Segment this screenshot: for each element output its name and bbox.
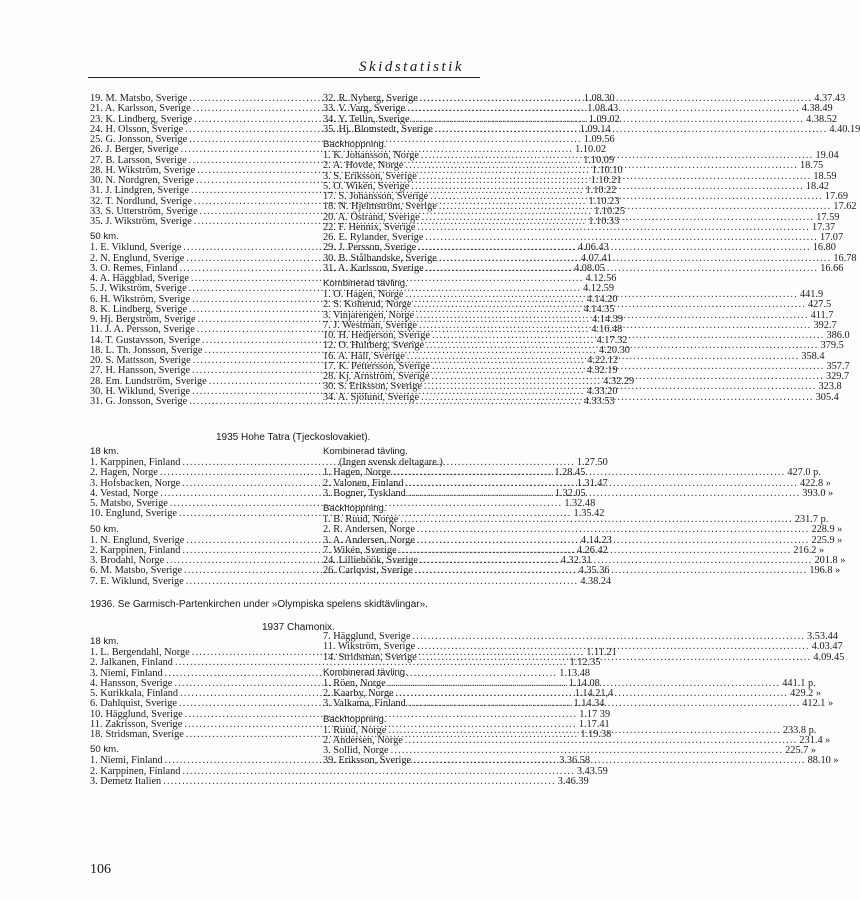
competitor-name: 3. Niemi, Finland [90,667,163,679]
result-value: 4.16.48 [591,324,623,336]
competitor-name: 1. K. Johansson, Norge [323,150,419,161]
result-value: 3.46.39 [557,775,589,787]
competitor-name: 29. J. Persson, Sverige [323,242,417,254]
leader-dots [424,264,819,274]
competitor-name: 17. S. Johansson, Sverige [323,191,429,202]
result-value: 228.9 » [811,524,843,536]
result-value: 1.27.50 [576,457,608,468]
result-value: 196.8 » [809,565,841,577]
result-value: 411.7 [810,309,834,321]
result-value: 4.32.31 [560,555,592,566]
competitor-name: 30. N. Nordgren, Sverige [90,175,195,186]
result-value: 225.9 » [811,534,843,546]
result-value: 1.14.34 [573,698,605,710]
leader-dots [424,341,819,351]
competitor-name: 30. S. Eriksson, Sverige [323,381,422,393]
result-value: 17.59 [816,211,840,223]
competitor-name: 3. O. Remes, Finland [90,262,178,274]
result-value: 323.8 [818,381,842,393]
section-heading: Kombinerad tävling. [323,446,408,457]
competitor-name: 23. K. Lindberg, Sverige [90,113,193,125]
competitor-name: 11. J. A. Persson, Sverige [90,324,195,336]
competitor-name: 7. Hägglund, Sverige [323,631,411,642]
competitor-name: 28. Em. Lundström, Sverige [90,375,207,387]
section-heading: Backhoppning. [323,503,387,514]
result-value: 1.10.09 [583,154,615,166]
leader-dots [406,699,801,709]
competitor-name: 34. A. Sjölund, Sverige [323,391,420,403]
section-heading: Kombinerad tävling. [323,666,408,678]
section-heading: 50 km. [90,744,119,756]
competitor-name: 18. N. Hjelmström, Sverige [323,201,437,213]
result-value: 393.0 » [802,487,834,499]
competitor-name: 1. O. Hagen, Norge [323,289,404,300]
competitor-name: 30. B. Stålhandske, Sverige [323,252,437,264]
leader-dots [415,642,810,652]
leader-dots [413,566,808,576]
leader-dots [415,525,810,535]
result-value: 1.10.02 [575,144,607,156]
result-value: 1.10.23 [588,195,620,207]
competitor-name: 4. Vestad, Norge [90,487,159,499]
result-value: 1.17.41 [578,718,610,730]
result-value: 3.43.59 [576,765,608,777]
section-title-1937: 1937 Chamonix. [262,622,335,633]
competitor-name: 1. B. Ruud, Norge [323,514,399,525]
competitor-name: 20. S. Mattsson, Sverige [90,355,191,366]
result-value: 17.69 [824,191,848,202]
result-value: 17.62 [833,201,857,213]
result-value: 427.5 [808,299,832,311]
competitor-name: 2. N. Englund, Sverige [90,252,185,264]
result-value: 19.04 [815,150,839,161]
competitor-name: 18. L. Th. Jonsson, Sverige [90,344,203,356]
result-value: 4.08.05 [574,262,605,274]
competitor-name: 1. N. Englund, Sverige [90,534,185,546]
result-value: 4.12.59 [583,283,615,295]
competitor-name: 6. M. Matsbo, Sverige [90,565,183,577]
competitor-name: 14. Stridsman, Sverige [323,651,417,663]
competitor-name: 35. Hj. Blomstedt, Sverige [323,123,433,135]
result-value: 225.7 » [785,745,817,756]
competitor-name: 1. E. Viklund, Sverige [90,242,182,254]
section-heading: 50 km. [90,231,119,243]
competitor-name: 1. Karppinen, Finland [90,457,181,468]
competitor-name: 10. Englund, Sverige [90,508,177,520]
competitor-name: 32. R. Nyberg, Sverige [323,93,418,104]
competitor-name: 26. Carlqvist, Sverige [323,565,413,577]
result-value: 1.10.21 [590,175,622,186]
competitor-name: 6. Dahlquist, Sverige [90,698,177,710]
competitor-name: 33. V. Varg, Sverige [323,103,406,115]
result-value: 1.09.14 [579,123,611,135]
result-value: 18.59 [813,170,837,182]
result-value: 427.0 p. [787,467,821,479]
result-value: 357.7 [826,360,850,372]
result-value: 4.09.45 [813,651,845,663]
result-value: 4.32.29 [603,375,635,387]
leader-dots [422,382,817,392]
competitor-name: 3. Vinjarengen, Norge [323,309,415,321]
result-value: 379.5 [820,340,844,352]
result-value: 233.8 p. [782,724,817,736]
result-value: 4.40.19 [829,123,860,135]
result-value: 4.03.47 [811,641,843,653]
result-value: 17.37 [811,221,836,233]
result-value: 1.28.45 [554,467,586,479]
competitor-name: 11. Zakrisson, Sverige [90,718,183,730]
result-value: 1.19.38 [580,729,612,740]
result-value: 1.10.10 [591,164,623,176]
leader-dots [161,777,556,787]
competitor-name: 7. Wikén, Sverige [323,544,397,556]
result-value: 358.4 [801,350,825,362]
competitor-name: 32. T. Nordlund, Sverige [90,195,193,207]
competitor-name: 31. J. Lindgren, Sverige [90,185,189,197]
section-heading: 50 km. [90,523,119,535]
leader-dots [417,653,812,663]
competitor-name: 28. H. Wikström, Sverige [90,164,196,176]
result-value: 441.1 p. [782,677,816,689]
competitor-name: 3. Hofsbacken, Norge [90,477,181,489]
result-value: 4.26.42 [576,544,608,556]
competitor-name: 5. J. Wikström, Sverige [90,283,187,295]
result-value: 201.8 » [814,555,846,566]
competitor-name: 30. H. Wiklund, Sverige [90,385,191,397]
competitor-name: 3. Brodahl, Norge [90,555,165,566]
leader-dots [411,756,806,766]
result-value: 16.78 [833,252,857,264]
competitor-name: 20. A. Östrand, Sverige [323,211,420,223]
header-title: Skidstatistik [359,59,464,75]
leader-dots [433,125,828,135]
result-value: 422.8 » [800,477,831,489]
leader-dots [437,202,832,212]
competitor-name: 2. S. Kolterud, Norge [323,299,412,311]
competitor-name: 2. Andersen, Norge [323,734,403,746]
leader-dots [184,577,579,587]
result-value: 4.32.19 [586,365,618,377]
section-note: (Ingen svensk deltagare.) [339,457,443,468]
section-heading: Backhoppning. [323,139,387,150]
result-value: 1.32.48 [564,498,596,509]
competitor-name: 6. H. Wikström, Sverige [90,293,191,305]
competitor-name: 2. Jalkanen, Finland [90,657,173,669]
competitor-name: 34. Y. Tellin, Sverige [323,113,410,125]
competitor-name: 3. A. Andersen, Norge [323,534,415,546]
competitor-name: 3. Sollid, Norge [323,745,389,756]
section-heading: 18 km. [90,636,119,647]
result-value: 231.7 p. [794,514,829,525]
result-value: 1.10.25 [594,205,625,217]
result-value: 1.10.22 [585,185,617,197]
competitor-name: 1. Röen, Norge [323,677,386,689]
competitor-name: 17. K. Pettersson, Sverige [323,360,430,372]
competitor-name: 2. Hagen, Norge [90,467,158,479]
leader-dots [391,468,786,478]
result-value: 1.09.56 [583,134,615,145]
result-value: 4.37.43 [814,93,846,104]
section-heading: 18 km. [90,446,119,457]
competitor-name: 2. R. Andersen, Norge [323,524,415,536]
competitor-name: 11. Wikström, Sverige [323,641,416,653]
result-value: 16.80 [812,242,836,254]
result-value: 4.14.39 [592,314,624,325]
competitor-name: 22. F. Hennix, Sverige [323,221,416,233]
competitor-name: 7. J. Westman, Sverige [323,319,417,331]
section-title-1936: 1936. Se Garmisch-Partenkirchen under »Olympiska spelens skidtävlingar». [90,599,428,610]
leader-dots [411,300,806,310]
competitor-name: 10. H. Hedjerson, Sverige [323,330,430,341]
result-value: 4.14.23 [580,534,612,546]
result-row [90,775,589,787]
result-value: 17.07 [819,232,844,243]
competitor-name: 24. H. Olsson, Sverige [90,123,184,135]
competitor-name: 26. J. Berger, Sverige [90,144,179,156]
result-value: 1.17 39 [579,708,611,720]
competitor-name: 16. A. Häll, Sverige [323,350,405,362]
competitor-name: 31. G. Jonsson, Sverige [90,396,188,407]
result-value: 4.12.56 [585,273,617,284]
competitor-name: 24. Lilliehöök, Sverige [323,555,418,566]
result-value: 1.35.42 [573,508,605,520]
result-value: 1.13.48 [559,667,591,679]
result-value: 1.09.02 [588,113,620,125]
competitor-name: 27. H. Hansson, Sverige [90,365,191,377]
competitor-name: 7. E. Wiklund, Sverige [90,575,184,587]
result-value: 1.14.21,4 [574,688,614,699]
result-value: 1.31.47 [576,477,608,489]
competitor-name: 2. Kaarby, Norge [323,688,394,699]
result-value: 4.22.12 [587,355,619,366]
result-value: 4.07.41 [580,252,612,264]
result-row [90,575,612,587]
page-number: 106 [90,862,111,877]
result-value: 231.4 » [799,734,831,746]
competitor-name: 35. J. Wikström, Sverige [90,216,192,227]
result-value: 4.20.30 [599,344,630,356]
result-value: 4.38.52 [806,113,838,125]
leader-dots [419,393,814,403]
result-value: 1.10.33 [588,216,620,227]
competitor-name: 5. Kurikkala, Finland [90,688,179,699]
competitor-name: 18. Stridsman, Sverige [90,729,184,740]
result-value: 429.2 » [790,688,822,699]
result-value: 4.14.35 [583,303,615,315]
result-value: 18.42 [805,180,830,192]
running-header [88,59,480,78]
result-value: 4.38.24 [580,575,612,587]
competitor-name: 1. Niemi, Finland [90,755,163,767]
competitor-name: 14. T. Gustavsson, Sverige [90,334,201,346]
competitor-name: 12. O. Hultberg, Sverige [323,340,425,352]
result-value: 16.66 [820,262,844,274]
result-value: 386.0 [826,330,850,341]
result-value: 4.14.20 [586,293,618,305]
result-value: 1.14.08 [568,677,600,689]
competitor-name: 9. Hj. Bergström, Sverige [90,314,196,325]
competitor-name: 2. Karppinen, Finland [90,544,181,556]
result-value: 4.38.49 [801,103,833,115]
result-value: 216.2 » [793,544,825,556]
competitor-name: 3. Demetz Italien [90,775,162,787]
competitor-name: 4. Hansson, Sverige [90,677,173,689]
competitor-name: 1. Hagen, Norge [323,467,391,479]
result-value: 412.1 » [802,698,834,710]
competitor-name: 39. Eriksson, Sverige [323,755,412,767]
competitor-name: 1. L. Bergendahl, Norge [90,647,190,658]
result-value: 3.53.44 [807,631,838,642]
result-value: 305.4 [815,391,839,403]
result-value: 1.11.21 [586,647,617,658]
result-value: 4.17.32 [596,334,628,346]
competitor-name: 5. O. Wikén, Sverige [323,180,410,192]
result-value: 1.12.35 [569,657,601,669]
competitor-name: 26. E. Rylander, Sverige [323,232,424,243]
competitor-name: 2. Valonen, Finland [323,477,404,489]
competitor-name: 2. Karppinen, Finland [90,765,181,777]
competitor-name: 3. Bogner, Tyskland [323,487,406,499]
leader-dots [403,161,798,171]
competitor-name: 33. S. Utterström, Sverige [90,205,198,217]
competitor-name: 28. Kj. Arnström, Sverige [323,371,430,382]
section-heading: Kombinerad tävling. [323,278,408,289]
competitor-name: 3. S. Eriksson, Sverige [323,170,417,182]
result-value: 392.7 [813,319,837,331]
result-row [323,524,843,536]
leader-dots [406,489,801,499]
competitor-name: 27. B. Larsson, Sverige [90,154,187,166]
competitor-name: 2. A. Hovde, Norge [323,160,404,172]
competitor-name: 4. A. Häggblad, Sverige [90,273,189,284]
competitor-name: 8. K. Lindberg, Sverige [90,303,188,315]
result-value: 4.33.53 [583,396,615,407]
section-title-1935: 1935 Hohe Tatra (Tjeckoslovakiet). [216,432,371,443]
leader-dots [405,104,800,114]
result-value: 4.35.36 [578,565,610,577]
result-value: 3.36.58 [559,755,591,767]
result-value: 88.10 » [807,755,839,767]
result-value: 1.08.30 [583,93,615,104]
result-value: 1.08.43 [587,103,619,115]
competitor-name: 3. Valkama, Finland [323,698,406,710]
result-value: 329.7 [825,371,850,382]
competitor-name: 25. G. Jonsson, Sverige [90,134,188,145]
result-value: 4.33.20 [586,385,618,397]
competitor-name: 19. M. Matsbo, Sverige [90,93,188,104]
competitor-name: 31. A. Karlsson, Sverige [323,262,424,274]
competitor-name: 5. Matsbo, Sverige [90,498,168,509]
leader-dots [416,243,811,253]
competitor-name: 21. A. Karlsson, Sverige [90,103,191,115]
result-value: 18.75 [800,160,824,172]
section-heading: Backhoppning. [323,713,387,725]
competitor-name: 1. Ruud, Norge [323,724,387,736]
competitor-name: 10. Hägglund, Sverige [90,708,183,720]
result-value: 1.32.05 [554,487,586,499]
result-value: 4.06.43 [577,242,609,254]
result-value: 441.9 [799,289,824,300]
